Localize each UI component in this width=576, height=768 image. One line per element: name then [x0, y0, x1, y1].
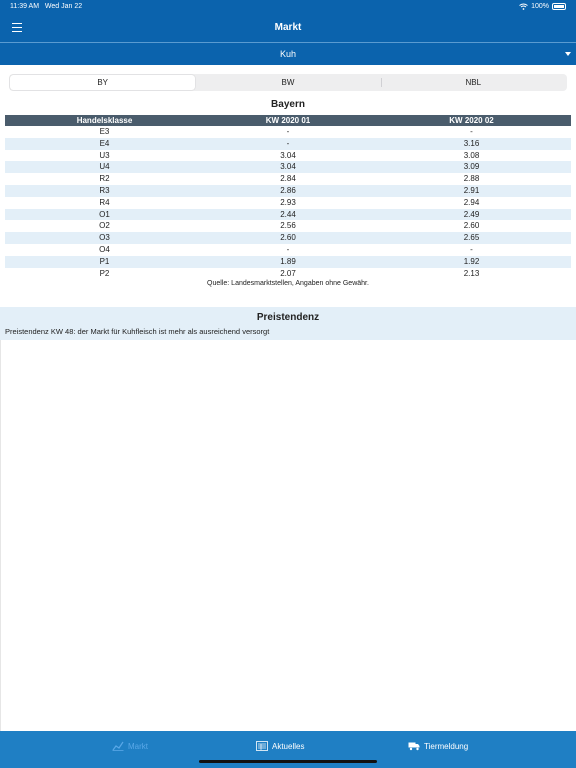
table-cell: 1.92	[372, 256, 571, 268]
content-border	[0, 340, 1, 731]
trend-title: Preistendenz	[256, 312, 320, 323]
chart-icon	[112, 741, 124, 751]
table-cell: 3.16	[372, 138, 571, 150]
table-cell: 2.86	[204, 185, 372, 197]
newspaper-icon	[256, 741, 268, 751]
page-title: Markt	[274, 22, 302, 33]
header-kw-1: KW 2020 01	[204, 115, 372, 126]
tab-region-bw[interactable]: BW	[281, 78, 295, 87]
table-cell: 2.84	[204, 173, 372, 185]
table-cell: 2.44	[204, 209, 372, 221]
wifi-icon	[519, 3, 528, 10]
table-row	[5, 173, 571, 185]
table-cell: 3.04	[204, 150, 372, 162]
table-cell: O1	[5, 209, 204, 221]
table-cell: U4	[5, 161, 204, 173]
table-row	[5, 220, 571, 232]
battery-icon	[552, 3, 566, 10]
table-cell: E4	[5, 138, 204, 150]
table-row	[5, 244, 571, 256]
table-cell: R4	[5, 197, 204, 209]
tab-markt-label: Markt	[128, 741, 148, 751]
table-row	[5, 232, 571, 244]
tab-aktuelles-label: Aktuelles	[272, 741, 305, 751]
caret-down-icon	[565, 52, 571, 56]
table-cell: 3.08	[372, 150, 571, 162]
animal-select[interactable]	[0, 43, 576, 65]
table-cell: R2	[5, 173, 204, 185]
table-cell: U3	[5, 150, 204, 162]
table-cell: 2.13	[372, 268, 571, 280]
tab-aktuelles[interactable]	[256, 741, 304, 751]
table-cell: 2.56	[204, 220, 372, 232]
status-time: 11:39 AM Wed Jan 22	[10, 3, 83, 10]
table-cell: -	[372, 126, 571, 138]
tab-region-by[interactable]: BY	[10, 75, 195, 90]
table-cell: O4	[5, 244, 204, 256]
tab-tiermeldung-label: Tiermeldung	[424, 741, 469, 751]
trend-panel	[0, 307, 576, 340]
table-cell: 2.94	[372, 197, 571, 209]
truck-icon	[408, 741, 420, 751]
table-cell: P1	[5, 256, 204, 268]
table-row	[5, 209, 571, 221]
table-row	[5, 150, 571, 162]
table-cell: -	[204, 244, 372, 256]
table-cell: 2.60	[372, 220, 571, 232]
region-segmented-control	[9, 74, 567, 91]
status-bar	[0, 0, 576, 14]
table-cell: 2.91	[372, 185, 571, 197]
table-cell: R3	[5, 185, 204, 197]
table-row	[5, 197, 571, 209]
table-cell: 2.60	[204, 232, 372, 244]
tab-markt[interactable]	[112, 741, 148, 751]
battery-percent: 100%	[531, 3, 549, 10]
table-row	[5, 126, 571, 138]
header-handelsklasse: Handelsklasse	[5, 115, 204, 126]
table-cell: 2.49	[372, 209, 571, 221]
nav-bar	[0, 14, 576, 42]
status-right	[519, 3, 566, 10]
table-title: Bayern	[271, 99, 305, 110]
animal-select-value: Kuh	[279, 49, 296, 59]
table-cell: -	[204, 138, 372, 150]
price-table	[5, 115, 571, 279]
table-cell: O3	[5, 232, 204, 244]
table-cell: 2.65	[372, 232, 571, 244]
table-cell: 2.93	[204, 197, 372, 209]
tab-region-nbl[interactable]: NBL	[381, 75, 566, 90]
table-row	[5, 256, 571, 268]
table-row	[5, 161, 571, 173]
table-cell: E3	[5, 126, 204, 138]
table-cell: 3.04	[204, 161, 372, 173]
table-cell: P2	[5, 268, 204, 280]
source-note: Quelle: Landesmarktstellen, Angaben ohne Gewähr.	[207, 280, 369, 287]
table-cell: 2.88	[372, 173, 571, 185]
table-cell: 2.07	[204, 268, 372, 280]
table-cell: 3.09	[372, 161, 571, 173]
table-header-row	[5, 115, 571, 126]
table-row	[5, 138, 571, 150]
trend-text: Preistendenz KW 48: der Markt für Kuhfleisch ist mehr als ausreichend versorgt	[5, 327, 270, 336]
home-indicator	[199, 760, 377, 763]
table-cell: -	[204, 126, 372, 138]
table-cell: -	[372, 244, 571, 256]
header-kw-2: KW 2020 02	[372, 115, 571, 126]
table-cell: 1.89	[204, 256, 372, 268]
table-row	[5, 185, 571, 197]
table-row	[5, 268, 571, 280]
table-cell: O2	[5, 220, 204, 232]
tab-tiermeldung[interactable]	[408, 741, 468, 751]
